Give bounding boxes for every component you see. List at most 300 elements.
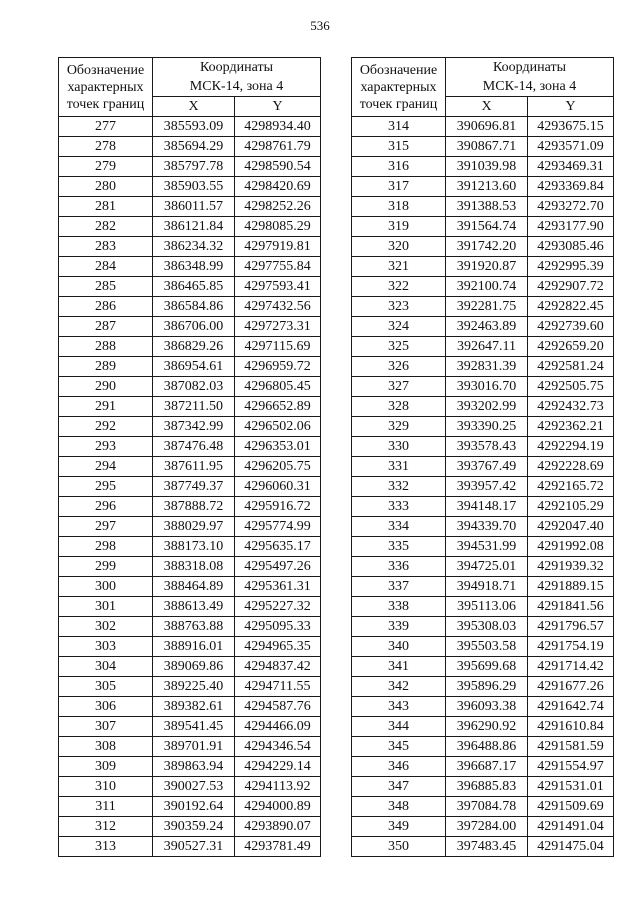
x-coordinate-cell: 388173.10 [153,537,235,557]
y-coordinate-cell: 4291610.84 [528,717,614,737]
page-number: 536 [310,18,330,33]
y-coordinate-cell: 4296060.31 [235,477,321,497]
table-row [352,497,614,517]
table-row [352,717,614,737]
header-coords-line: Координаты [493,59,566,75]
y-coordinate-cell: 4293571.09 [528,137,614,157]
x-coordinate-cell: 387749.37 [153,477,235,497]
table-row [59,277,321,297]
table-row [59,637,321,657]
table-body-left [59,117,321,857]
point-id-cell: 283 [59,237,153,257]
y-coordinate-cell: 4296959.72 [235,357,321,377]
y-coordinate-cell: 4296205.75 [235,457,321,477]
table-row [352,297,614,317]
point-id-cell: 277 [59,117,153,137]
x-coordinate-cell: 387211.50 [153,397,235,417]
header-coords-line: МСК-14, зона 4 [482,78,577,94]
table-row [59,717,321,737]
y-coordinate-cell: 4292505.75 [528,377,614,397]
table-row [59,177,321,197]
y-coordinate-cell: 4292047.40 [528,517,614,537]
x-coordinate-cell: 392463.89 [446,317,528,337]
x-coordinate-cell: 394918.71 [446,577,528,597]
table-row [59,477,321,497]
x-coordinate-cell: 387611.95 [153,457,235,477]
y-coordinate-cell: 4292432.73 [528,397,614,417]
y-coordinate-cell: 4293272.70 [528,197,614,217]
table-row [352,277,614,297]
x-coordinate-cell: 386954.61 [153,357,235,377]
x-coordinate-cell: 397284.00 [446,817,528,837]
header-coords-line: МСК-14, зона 4 [189,78,284,94]
point-id-cell: 320 [352,237,446,257]
x-coordinate-cell: 390192.64 [153,797,235,817]
x-coordinate-cell: 390027.53 [153,777,235,797]
table-row [352,817,614,837]
table-row [352,137,614,157]
table-row [59,597,321,617]
y-coordinate-cell: 4294113.92 [235,777,321,797]
point-id-cell: 341 [352,657,446,677]
x-coordinate-cell: 386706.00 [153,317,235,337]
x-coordinate-cell: 390696.81 [446,117,528,137]
header-coordinate-system [446,77,614,97]
y-coordinate-cell: 4291554.97 [528,757,614,777]
point-id-cell: 294 [59,457,153,477]
point-id-cell: 338 [352,597,446,617]
x-coordinate-cell: 388613.49 [153,597,235,617]
y-coordinate-cell: 4291754.19 [528,637,614,657]
y-coordinate-cell: 4298934.40 [235,117,321,137]
header-coordinate-system [153,77,321,97]
x-coordinate-cell: 392831.39 [446,357,528,377]
x-coordinate-cell: 389069.86 [153,657,235,677]
table-row [59,737,321,757]
table-row [352,757,614,777]
x-coordinate-cell: 389225.40 [153,677,235,697]
point-id-cell: 318 [352,197,446,217]
y-coordinate-cell: 4295227.32 [235,597,321,617]
point-id-cell: 298 [59,537,153,557]
table-row [59,617,321,637]
y-coordinate-cell: 4291491.04 [528,817,614,837]
point-id-cell: 307 [59,717,153,737]
header-x: X [153,97,235,117]
x-coordinate-cell: 388029.97 [153,517,235,537]
table-row [59,777,321,797]
point-id-cell: 302 [59,617,153,637]
y-coordinate-cell: 4295361.31 [235,577,321,597]
point-id-cell: 329 [352,417,446,437]
table-row [352,377,614,397]
x-coordinate-cell: 390527.31 [153,837,235,857]
header-coordinates [153,58,321,78]
point-id-cell: 286 [59,297,153,317]
point-id-cell: 287 [59,317,153,337]
x-coordinate-cell: 386121.84 [153,217,235,237]
table-row [59,797,321,817]
table-row [352,477,614,497]
y-coordinate-cell: 4298420.69 [235,177,321,197]
y-coordinate-cell: 4294346.54 [235,737,321,757]
point-id-cell: 345 [352,737,446,757]
table-row [59,157,321,177]
table-row [352,417,614,437]
y-coordinate-cell: 4293675.15 [528,117,614,137]
x-coordinate-cell: 391039.98 [446,157,528,177]
y-coordinate-cell: 4291509.69 [528,797,614,817]
point-id-cell: 281 [59,197,153,217]
point-id-cell: 289 [59,357,153,377]
table-row [352,177,614,197]
point-id-cell: 279 [59,157,153,177]
point-id-cell: 303 [59,637,153,657]
point-id-cell: 339 [352,617,446,637]
table-row [352,357,614,377]
point-id-cell: 278 [59,137,153,157]
x-coordinate-cell: 386584.86 [153,297,235,317]
x-coordinate-cell: 387476.48 [153,437,235,457]
point-id-cell: 328 [352,397,446,417]
x-coordinate-cell: 387082.03 [153,377,235,397]
x-coordinate-cell: 391388.53 [446,197,528,217]
point-id-cell: 284 [59,257,153,277]
x-coordinate-cell: 395699.68 [446,657,528,677]
y-coordinate-cell: 4296652.89 [235,397,321,417]
y-coordinate-cell: 4295635.17 [235,537,321,557]
point-id-cell: 321 [352,257,446,277]
x-coordinate-cell: 386829.26 [153,337,235,357]
y-coordinate-cell: 4291475.04 [528,837,614,857]
x-coordinate-cell: 394531.99 [446,537,528,557]
header-coords-line: Координаты [200,59,273,75]
x-coordinate-cell: 397483.45 [446,837,528,857]
table-row [59,537,321,557]
y-coordinate-cell: 4292581.24 [528,357,614,377]
point-id-cell: 300 [59,577,153,597]
x-coordinate-cell: 388318.08 [153,557,235,577]
x-coordinate-cell: 396290.92 [446,717,528,737]
table-row [59,357,321,377]
y-coordinate-cell: 4298085.29 [235,217,321,237]
table-row [59,337,321,357]
header-y: Y [528,97,614,117]
table-row [352,597,614,617]
header-point-line: характерных [67,79,144,95]
table-row [59,397,321,417]
point-id-cell: 347 [352,777,446,797]
x-coordinate-cell: 394339.70 [446,517,528,537]
y-coordinate-cell: 4294466.09 [235,717,321,737]
y-coordinate-cell: 4294965.35 [235,637,321,657]
y-coordinate-cell: 4297273.31 [235,317,321,337]
table-row [352,677,614,697]
table-row [352,697,614,717]
header-point-line: характерных [360,79,437,95]
table-row [59,297,321,317]
x-coordinate-cell: 395503.58 [446,637,528,657]
point-id-cell: 337 [352,577,446,597]
y-coordinate-cell: 4292294.19 [528,437,614,457]
table-row [352,537,614,557]
point-id-cell: 332 [352,477,446,497]
point-id-cell: 325 [352,337,446,357]
point-id-cell: 319 [352,217,446,237]
point-id-cell: 342 [352,677,446,697]
x-coordinate-cell: 385694.29 [153,137,235,157]
table-row [59,117,321,137]
table-row [352,657,614,677]
y-coordinate-cell: 4296805.45 [235,377,321,397]
point-id-cell: 317 [352,177,446,197]
y-coordinate-cell: 4297919.81 [235,237,321,257]
table-row [59,577,321,597]
y-coordinate-cell: 4291796.57 [528,617,614,637]
y-coordinate-cell: 4297755.84 [235,257,321,277]
point-id-cell: 305 [59,677,153,697]
point-id-cell: 335 [352,537,446,557]
y-coordinate-cell: 4295774.99 [235,517,321,537]
point-id-cell: 344 [352,717,446,737]
table-row [352,617,614,637]
x-coordinate-cell: 394725.01 [446,557,528,577]
table-row [59,437,321,457]
point-id-cell: 282 [59,217,153,237]
table-row [352,777,614,797]
point-id-cell: 333 [352,497,446,517]
table-row [59,237,321,257]
y-coordinate-cell: 4298761.79 [235,137,321,157]
y-coordinate-cell: 4292165.72 [528,477,614,497]
x-coordinate-cell: 390867.71 [446,137,528,157]
point-id-cell: 322 [352,277,446,297]
y-coordinate-cell: 4294711.55 [235,677,321,697]
coordinates-table-left [58,57,321,857]
point-id-cell: 327 [352,377,446,397]
x-coordinate-cell: 390359.24 [153,817,235,837]
x-coordinate-cell: 394148.17 [446,497,528,517]
coordinates-table-right [351,57,614,857]
y-coordinate-cell: 4291939.32 [528,557,614,577]
table-row [352,737,614,757]
x-coordinate-cell: 393390.25 [446,417,528,437]
y-coordinate-cell: 4292228.69 [528,457,614,477]
x-coordinate-cell: 395896.29 [446,677,528,697]
y-coordinate-cell: 4298590.54 [235,157,321,177]
point-id-cell: 324 [352,317,446,337]
y-coordinate-cell: 4297593.41 [235,277,321,297]
point-id-cell: 349 [352,817,446,837]
x-coordinate-cell: 396885.83 [446,777,528,797]
x-coordinate-cell: 393202.99 [446,397,528,417]
y-coordinate-cell: 4292659.20 [528,337,614,357]
table-row [59,657,321,677]
point-id-cell: 315 [352,137,446,157]
table-row [352,557,614,577]
point-id-cell: 331 [352,457,446,477]
point-id-cell: 348 [352,797,446,817]
y-coordinate-cell: 4298252.26 [235,197,321,217]
y-coordinate-cell: 4293177.90 [528,217,614,237]
table-row [352,117,614,137]
x-coordinate-cell: 391920.87 [446,257,528,277]
point-id-cell: 311 [59,797,153,817]
y-coordinate-cell: 4295095.33 [235,617,321,637]
point-id-cell: 310 [59,777,153,797]
table-row [59,817,321,837]
y-coordinate-cell: 4291642.74 [528,697,614,717]
y-coordinate-cell: 4292105.29 [528,497,614,517]
y-coordinate-cell: 4295497.26 [235,557,321,577]
y-coordinate-cell: 4292995.39 [528,257,614,277]
table-row [59,257,321,277]
point-id-cell: 350 [352,837,446,857]
table-row [59,197,321,217]
y-coordinate-cell: 4291841.56 [528,597,614,617]
y-coordinate-cell: 4293469.31 [528,157,614,177]
header-x: X [446,97,528,117]
point-id-cell: 296 [59,497,153,517]
table-row [352,337,614,357]
x-coordinate-cell: 395113.06 [446,597,528,617]
x-coordinate-cell: 396488.86 [446,737,528,757]
x-coordinate-cell: 388464.89 [153,577,235,597]
y-coordinate-cell: 4297115.69 [235,337,321,357]
point-id-cell: 306 [59,697,153,717]
table-row [352,237,614,257]
point-id-cell: 316 [352,157,446,177]
point-id-cell: 313 [59,837,153,857]
y-coordinate-cell: 4291677.26 [528,677,614,697]
point-id-cell: 301 [59,597,153,617]
table-row [59,497,321,517]
table-row [59,757,321,777]
header-point-designation [352,58,446,117]
table-row [352,317,614,337]
header-point-line: точек границ [66,96,145,112]
x-coordinate-cell: 392100.74 [446,277,528,297]
table-row [352,157,614,177]
point-id-cell: 280 [59,177,153,197]
point-id-cell: 290 [59,377,153,397]
point-id-cell: 288 [59,337,153,357]
point-id-cell: 312 [59,817,153,837]
point-id-cell: 293 [59,437,153,457]
x-coordinate-cell: 393016.70 [446,377,528,397]
point-id-cell: 314 [352,117,446,137]
point-id-cell: 304 [59,657,153,677]
y-coordinate-cell: 4291531.01 [528,777,614,797]
table-row [352,517,614,537]
table-row [59,557,321,577]
table-row [59,417,321,437]
x-coordinate-cell: 389541.45 [153,717,235,737]
point-id-cell: 292 [59,417,153,437]
point-id-cell: 323 [352,297,446,317]
x-coordinate-cell: 393767.49 [446,457,528,477]
header-point-line: Обозначение [66,62,145,78]
table-row [352,437,614,457]
point-id-cell: 308 [59,737,153,757]
y-coordinate-cell: 4293369.84 [528,177,614,197]
y-coordinate-cell: 4295916.72 [235,497,321,517]
header-point-line: Обозначение [359,62,438,78]
x-coordinate-cell: 388916.01 [153,637,235,657]
x-coordinate-cell: 392647.11 [446,337,528,357]
table-row [59,377,321,397]
table-row [352,457,614,477]
x-coordinate-cell: 397084.78 [446,797,528,817]
y-coordinate-cell: 4293781.49 [235,837,321,857]
point-id-cell: 291 [59,397,153,417]
y-coordinate-cell: 4293085.46 [528,237,614,257]
y-coordinate-cell: 4291581.59 [528,737,614,757]
y-coordinate-cell: 4297432.56 [235,297,321,317]
x-coordinate-cell: 391564.74 [446,217,528,237]
table-row [352,197,614,217]
x-coordinate-cell: 395308.03 [446,617,528,637]
y-coordinate-cell: 4291992.08 [528,537,614,557]
x-coordinate-cell: 388763.88 [153,617,235,637]
point-id-cell: 285 [59,277,153,297]
x-coordinate-cell: 393578.43 [446,437,528,457]
y-coordinate-cell: 4292822.45 [528,297,614,317]
y-coordinate-cell: 4294229.14 [235,757,321,777]
point-id-cell: 295 [59,477,153,497]
point-id-cell: 343 [352,697,446,717]
y-coordinate-cell: 4294587.76 [235,697,321,717]
header-point-line: точек границ [359,96,438,112]
y-coordinate-cell: 4291714.42 [528,657,614,677]
x-coordinate-cell: 387888.72 [153,497,235,517]
table-row [59,517,321,537]
y-coordinate-cell: 4293890.07 [235,817,321,837]
y-coordinate-cell: 4294000.89 [235,797,321,817]
table-row [59,317,321,337]
point-id-cell: 336 [352,557,446,577]
point-id-cell: 309 [59,757,153,777]
y-coordinate-cell: 4296502.06 [235,417,321,437]
x-coordinate-cell: 396093.38 [446,697,528,717]
table-row [352,837,614,857]
table-row [352,397,614,417]
table-row [59,837,321,857]
x-coordinate-cell: 387342.99 [153,417,235,437]
point-id-cell: 297 [59,517,153,537]
x-coordinate-cell: 389382.61 [153,697,235,717]
x-coordinate-cell: 391213.60 [446,177,528,197]
header-point-designation [59,58,153,117]
point-id-cell: 326 [352,357,446,377]
x-coordinate-cell: 389701.91 [153,737,235,757]
y-coordinate-cell: 4291889.15 [528,577,614,597]
table-row [59,697,321,717]
point-id-cell: 340 [352,637,446,657]
x-coordinate-cell: 385797.78 [153,157,235,177]
x-coordinate-cell: 386011.57 [153,197,235,217]
x-coordinate-cell: 396687.17 [446,757,528,777]
table-body-right [352,117,614,857]
point-id-cell: 330 [352,437,446,457]
x-coordinate-cell: 386234.32 [153,237,235,257]
table-row [59,457,321,477]
point-id-cell: 299 [59,557,153,577]
header-y: Y [235,97,321,117]
x-coordinate-cell: 386465.85 [153,277,235,297]
x-coordinate-cell: 392281.75 [446,297,528,317]
header-coordinates [446,58,614,78]
